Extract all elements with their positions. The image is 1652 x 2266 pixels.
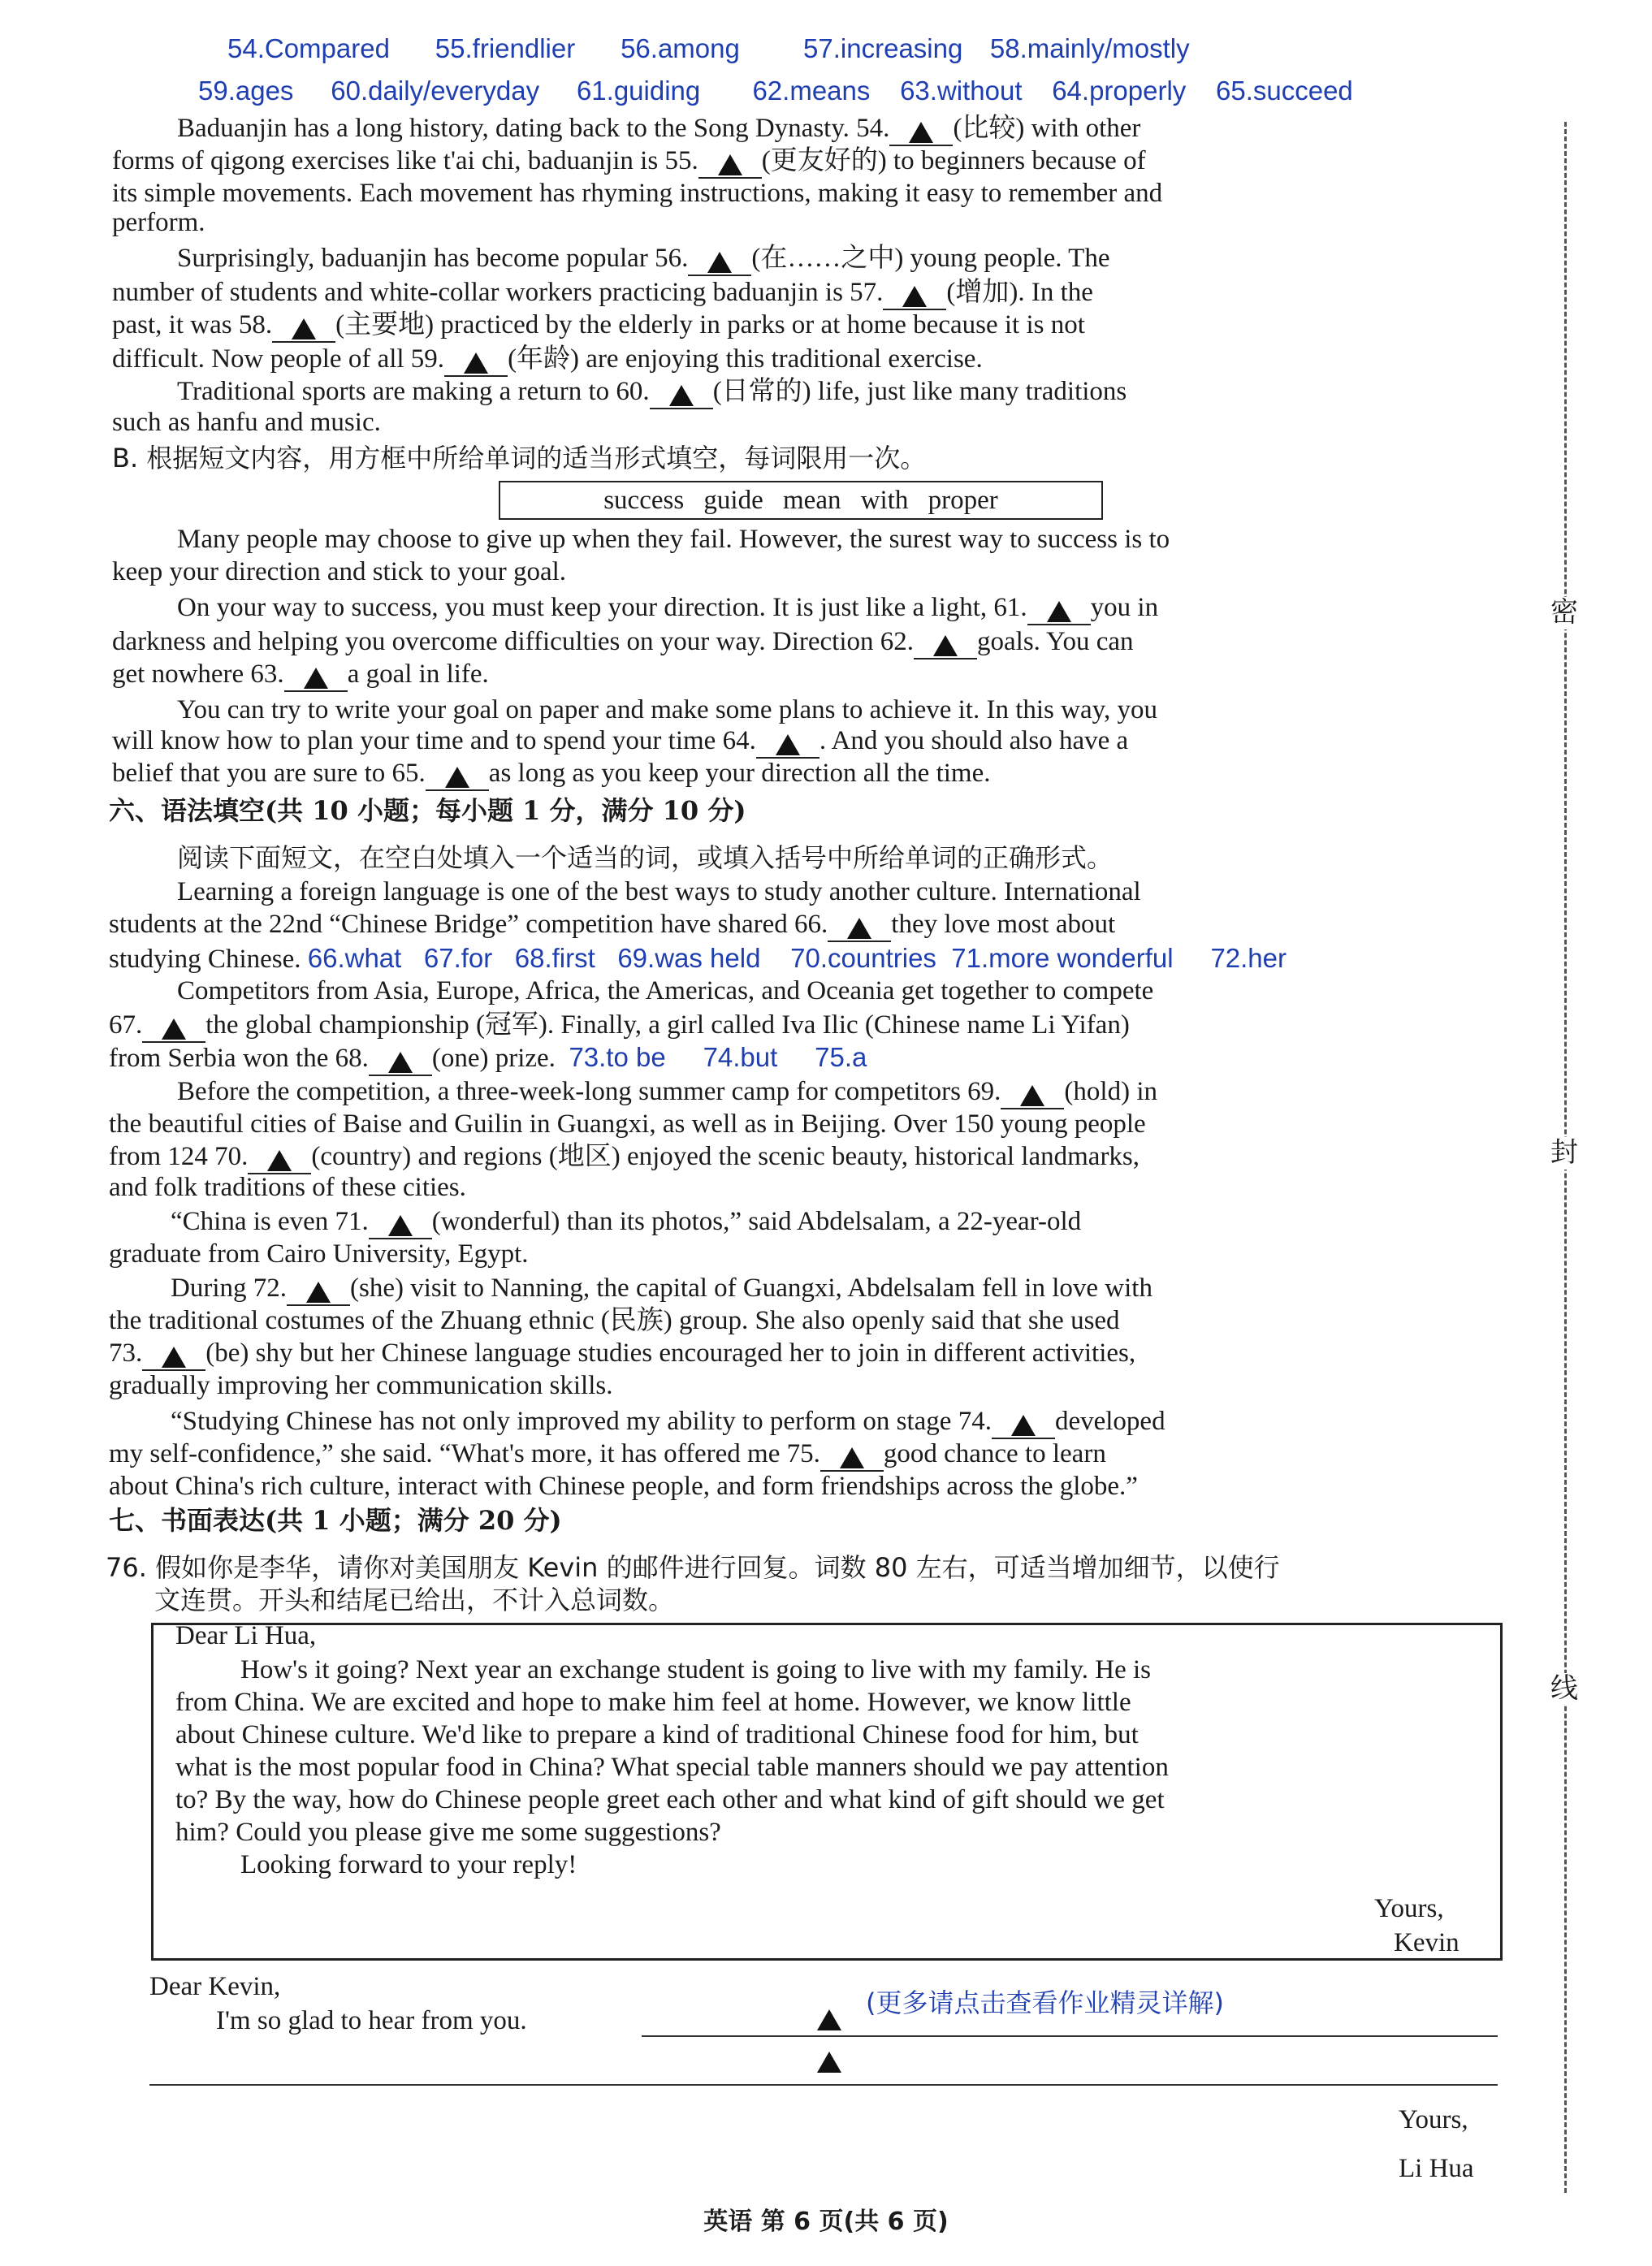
word-box: success guide mean with proper [499,481,1103,520]
passage-a-line-6: number of students and white-collar workers practicing baduanjin is 57. (增加). In the [112,276,1093,310]
triangle-icon [445,767,469,788]
answer-71: 71.more wonderful [951,943,1174,973]
passage-a-line-10: such as hanfu and music. [112,408,381,437]
email-line-3: about Chinese culture. We'd like to prepare a kind of traditional Chinese food for him, but [175,1720,1139,1749]
email-line-7: Looking forward to your reply! [240,1850,577,1879]
section-6-line-3: studying Chinese. 66.what 67.for 68.first 69.was held 70.countries 71.more wonderful 72.her [109,943,1287,974]
section-7-heading: 七、书面表达(共 1 小题；满分 20 分) [109,1505,562,1536]
answer-54: 54.Compared [227,33,390,63]
answer-68: 68.first [514,943,595,973]
triangle-icon [1011,1415,1036,1436]
section-6-line-15: 73. (be) shy but her Chinese language studies encouraged her to join in different activities, [109,1337,1135,1371]
triangle-icon [840,1447,864,1468]
answer-62: 62.means [752,76,871,106]
triangle-icon [388,1215,413,1236]
answer-74: 74.but [703,1042,778,1072]
section-6-line-2: students at the 22nd “Chinese Bridge” competition have shared 66. they love most about [109,908,1115,942]
section-6-heading: 六、语法填空(共 10 小题；每小题 1 分，满分 10 分) [109,795,746,826]
answer-line-1 [642,2035,1498,2037]
answer-60: 60.daily/everyday [331,76,540,106]
answer-73: 73.to be [569,1042,666,1072]
answer-72: 72.her [1210,943,1287,973]
answer-row-1 [227,32,1190,65]
triangle-icon [776,734,800,755]
section-6-line-12: graduate from Cairo University, Egypt. [109,1239,529,1269]
section-6-line-6: from Serbia won the 68. (one) prize. 73.to be 74.but 75.a [109,1041,867,1076]
answer-63: 63.without [900,76,1023,106]
section-6-line-8: the beautiful cities of Baise and Guilin in Guangxi, as well as in Beijing. Over 150 young people [109,1109,1146,1139]
answer-69: 69.was held [617,943,761,973]
section-6-line-16: gradually improving her communication skills. [109,1371,613,1400]
triangle-icon [933,635,958,656]
question-76-line-1: 76. 假如你是李华，请你对美国朋友 Kevin 的邮件进行回复。词数 80 左右，可适当增加细节，以使行 [106,1552,1280,1583]
passage-a-line-8: difficult. Now people of all 59. (年龄) are enjoying this traditional exercise. [112,343,983,377]
email-line-5: to? By the way, how do Chinese people greet each other and what kind of gift should we get [175,1785,1165,1814]
section-b-line-3: On your way to success, you must keep your direction. It is just like a light, 61. you in [177,591,1158,625]
answer-row-2 [198,75,1353,107]
triangle-icon [1020,1085,1044,1106]
email-line-2: from China. We are excited and hope to make him feel at home. However, we know little [175,1688,1131,1717]
section-6-line-10: and folk traditions of these cities. [109,1173,466,1202]
section-6-instruction: 阅读下面短文，在空白处填入一个适当的词，或填入括号中所给单词的正确形式。 [177,842,1114,873]
section-6-line-14: the traditional costumes of the Zhuang ethnic (民族) group. She also openly said that she used [109,1306,1120,1335]
email-line-6: him? Could you please give me some suggestions? [175,1818,721,1847]
section-b-line-5: get nowhere 63. a goal in life. [112,658,489,692]
seal-char-feng: 封 [1548,1137,1581,1170]
page-footer: 英语 第 6 页(共 6 页) [703,2208,949,2236]
section-6-line-4: Competitors from Asia, Europe, Africa, the Americas, and Oceania get together to compete [177,976,1154,1005]
answer-triangle-2 [809,2047,850,2079]
section-6-line-9: from 124 70. (country) and regions (地区) enjoyed the scenic beauty, historical landmarks, [109,1140,1140,1174]
triangle-icon [669,385,694,406]
answer-70: 70.countries [790,943,936,973]
section-6-line-17: “Studying Chinese has not only improved my ability to perform on stage 74. developed [171,1405,1165,1439]
section-b-line-1: Many people may choose to give up when they fail. However, the surest way to success is to [177,525,1170,554]
answer-66: 66.what [307,943,402,973]
seal-char-mi: 密 [1548,597,1581,629]
section-b-line-2: keep your direction and stick to your goal. [112,557,567,586]
answer-55: 55.friendlier [435,33,576,63]
passage-a-line-4: perform. [112,208,205,237]
reply-closing: Yours, [1399,2105,1468,2134]
reply-signature: Li Hua [1399,2154,1474,2183]
section-6-line-1: Learning a foreign language is one of the best ways to study another culture. International [177,877,1141,906]
passage-a-line-2: forms of qigong exercises like t'ai chi, baduanjin is 55. (更友好的) to beginners because of [112,145,1146,179]
triangle-icon [718,154,742,175]
more-details-link[interactable]: (更多请点击查看作业精灵详解) [866,1987,1224,2018]
passage-a-line-7: past, it was 58. (主要地) practiced by the elderly in parks or at home because it is not [112,309,1085,343]
section-6-line-5: 67. the global championship (冠军). Finally, a girl called Iva Ilic (Chinese name Li Yifan) [109,1009,1130,1043]
email-line-1: How's it going? Next year an exchange student is going to live with my family. He is [240,1655,1152,1684]
triangle-icon [464,352,488,374]
answer-58: 58.mainly/mostly [989,33,1190,63]
passage-a-line-3: its simple movements. Each movement has rhyming instructions, making it easy to remember and [112,179,1163,208]
answer-line-2 [149,2084,1498,2086]
triangle-icon [909,122,933,143]
triangle-icon [707,252,732,273]
seal-char-xian: 线 [1548,1673,1581,1706]
section-b-line-6: You can try to write your goal on paper and make some plans to achieve it. In this way, you [177,695,1157,724]
answer-67: 67.for [423,943,493,973]
email-signature: Kevin [1394,1928,1460,1957]
answer-56: 56.among [621,33,740,63]
email-closing: Yours, [1374,1894,1444,1923]
triangle-icon [162,1347,186,1368]
answer-64: 64.properly [1052,76,1187,106]
section-b-line-4: darkness and helping you overcome difficulties on your way. Direction 62. goals. You can [112,625,1134,659]
triangle-icon [847,918,871,939]
answer-75: 75.a [815,1042,867,1072]
email-line-4: what is the most popular food in China? What special table manners should we pay attention [175,1753,1169,1782]
section-6-line-19: about China's rich culture, interact with Chinese people, and form friendships across the globe.” [109,1472,1138,1501]
section-6-line-7: Before the competition, a three-week-long summer camp for competitors 69. (hold) in [177,1075,1157,1109]
triangle-icon [292,318,316,339]
passage-a-line-5: Surprisingly, baduanjin has become popular 56. (在……之中) young people. The [177,242,1109,276]
answer-59: 59.ages [198,76,294,106]
triangle-icon [267,1150,292,1171]
section-6-line-18: my self-confidence,” she said. “What's more, it has offered me 75. good chance to learn [109,1438,1106,1472]
triangle-icon [388,1052,413,1073]
triangle-icon [817,2009,841,2030]
answer-triangle-1 [809,2004,850,2037]
triangle-icon [162,1018,186,1040]
section-b-line-8: belief that you are sure to 65. as long as you keep your direction all the time. [112,757,990,791]
section-6-line-11: “China is even 71. (wonderful) than its photos,” said Abdelsalam, a 22-year-old [171,1205,1081,1239]
reply-first-line: I'm so glad to hear from you. [216,2006,527,2035]
triangle-icon [304,668,328,689]
section-b-instruction: B. 根据短文内容，用方框中所给单词的适当形式填空，每词限用一次。 [112,443,927,474]
answer-57: 57.increasing [803,33,963,63]
passage-a-line-1: Baduanjin has a long history, dating back to the Song Dynasty. 54. (比较) with other [177,112,1140,146]
section-b-line-7: will know how to plan your time and to spend your time 64. . And you should also have a [112,724,1128,759]
triangle-icon [817,2052,841,2073]
section-6-line-13: During 72. (she) visit to Nanning, the capital of Guangxi, Abdelsalam fell in love with [171,1272,1153,1306]
passage-a-line-9: Traditional sports are making a return to 60. (日常的) life, just like many traditions [177,375,1127,409]
triangle-icon [1047,601,1071,622]
email-greeting: Dear Li Hua, [175,1621,317,1650]
answer-65: 65.succeed [1216,76,1353,106]
answer-61: 61.guiding [576,76,701,106]
triangle-icon [306,1282,331,1303]
question-76-line-2: 文连贯。开头和结尾已给出，不计入总词数。 [154,1585,675,1615]
reply-greeting: Dear Kevin, [149,1972,281,2001]
triangle-icon [902,286,927,307]
